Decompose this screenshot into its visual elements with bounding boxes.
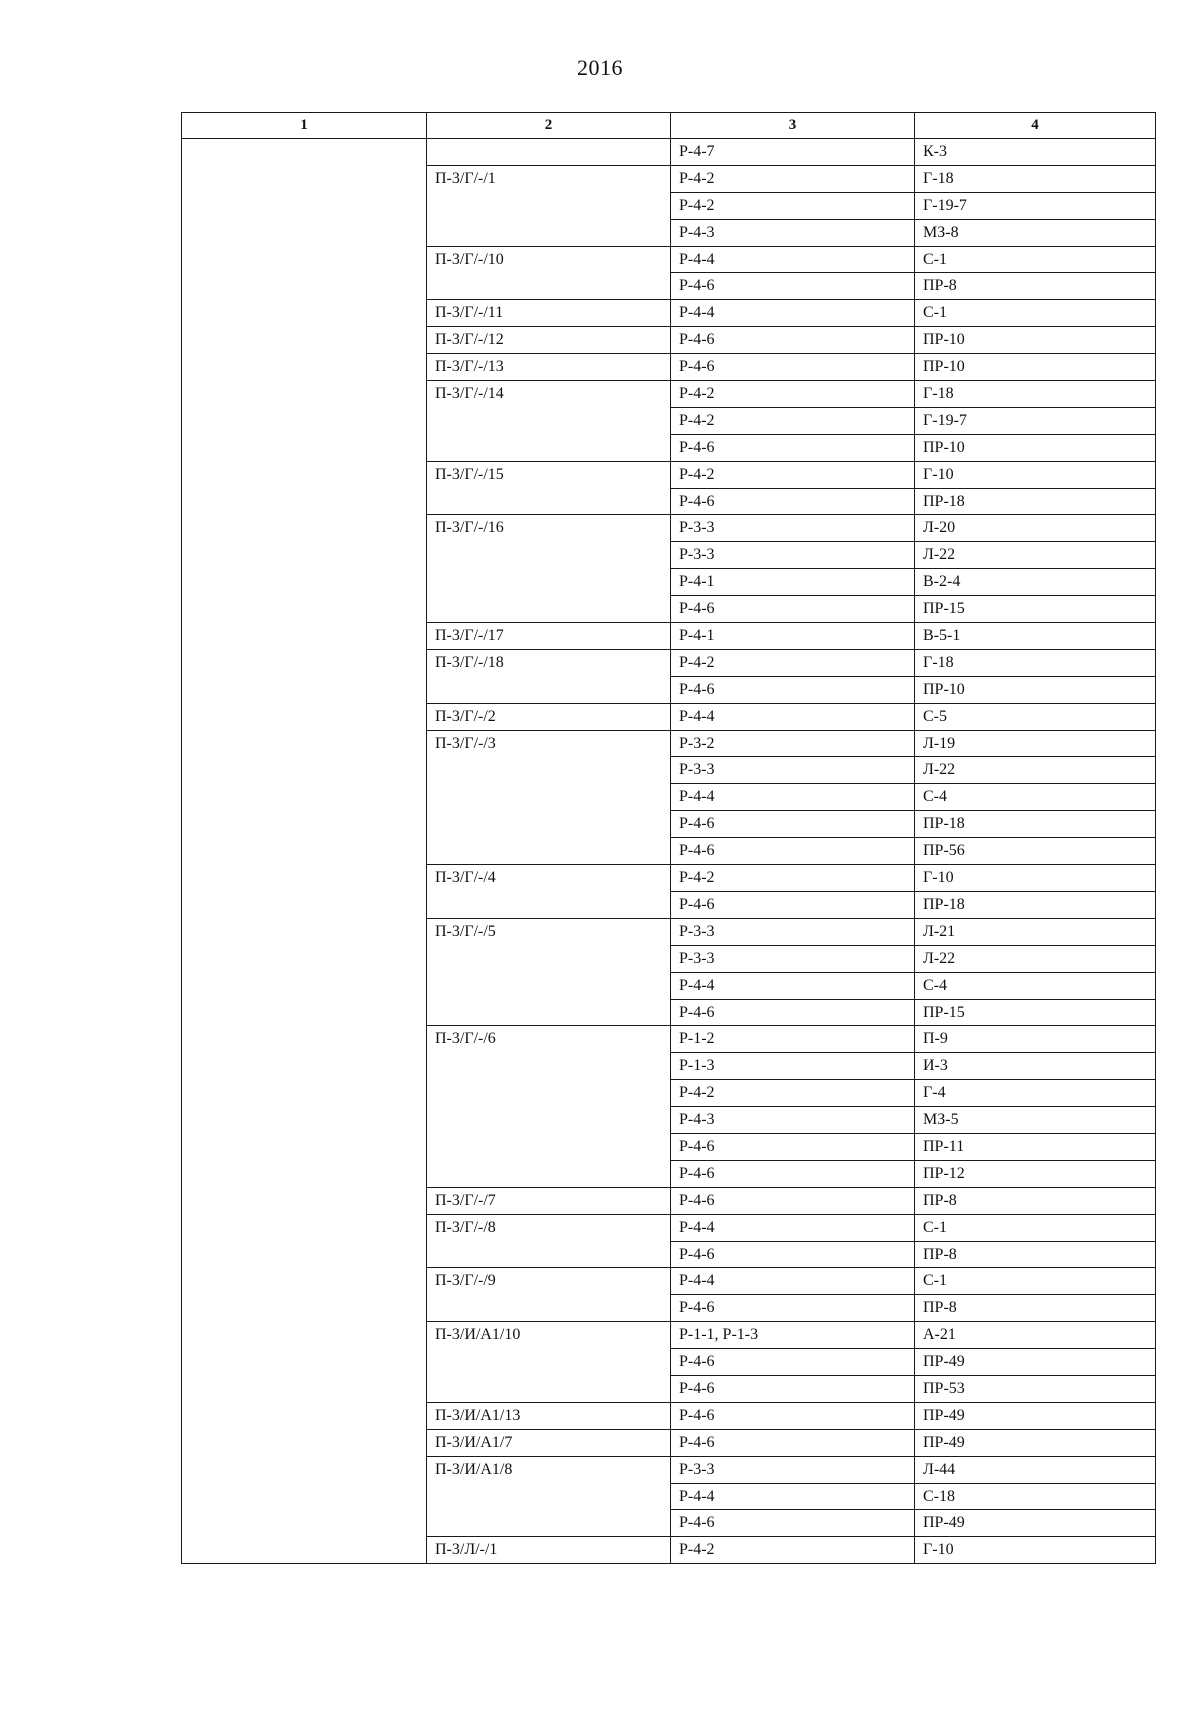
reference-cell: ПР-11 bbox=[915, 1133, 1156, 1160]
code-cell: П-3/Г/-/3 bbox=[427, 730, 671, 864]
code-cell: П-3/Г/-/16 bbox=[427, 515, 671, 623]
reference-cell: МЗ-8 bbox=[915, 219, 1156, 246]
reference-cell: Л-22 bbox=[915, 757, 1156, 784]
section-cell: Р-4-6 bbox=[671, 1375, 915, 1402]
column-header-1: 1 bbox=[182, 113, 427, 139]
section-cell: Р-1-2 bbox=[671, 1026, 915, 1053]
section-cell: Р-4-2 bbox=[671, 192, 915, 219]
section-cell: Р-3-2 bbox=[671, 730, 915, 757]
section-cell: Р-4-4 bbox=[671, 300, 915, 327]
section-cell: Р-4-2 bbox=[671, 461, 915, 488]
section-cell: Р-4-6 bbox=[671, 1133, 915, 1160]
reference-cell: ПР-8 bbox=[915, 1187, 1156, 1214]
section-cell: Р-4-6 bbox=[671, 596, 915, 623]
reference-cell: С-4 bbox=[915, 784, 1156, 811]
section-cell: Р-4-6 bbox=[671, 999, 915, 1026]
section-cell: Р-4-6 bbox=[671, 811, 915, 838]
section-cell: Р-4-2 bbox=[671, 407, 915, 434]
section-cell: Р-4-6 bbox=[671, 1160, 915, 1187]
section-cell: Р-4-2 bbox=[671, 165, 915, 192]
reference-cell: ПР-56 bbox=[915, 838, 1156, 865]
section-cell: Р-4-2 bbox=[671, 649, 915, 676]
section-cell: Р-3-3 bbox=[671, 542, 915, 569]
reference-cell: ПР-18 bbox=[915, 811, 1156, 838]
code-cell: П-3/И/А1/7 bbox=[427, 1429, 671, 1456]
section-cell: Р-4-6 bbox=[671, 1187, 915, 1214]
reference-cell: Г-19-7 bbox=[915, 407, 1156, 434]
column-header-3: 3 bbox=[671, 113, 915, 139]
code-cell: П-3/Г/-/7 bbox=[427, 1187, 671, 1214]
section-cell: Р-4-4 bbox=[671, 1268, 915, 1295]
reference-cell: ПР-10 bbox=[915, 354, 1156, 381]
column-header-2: 2 bbox=[427, 113, 671, 139]
code-cell: П-3/Г/-/10 bbox=[427, 246, 671, 300]
code-cell: П-3/И/А1/13 bbox=[427, 1402, 671, 1429]
code-cell: П-3/Г/-/13 bbox=[427, 354, 671, 381]
section-cell: Р-4-2 bbox=[671, 865, 915, 892]
section-cell: Р-4-4 bbox=[671, 972, 915, 999]
reference-cell: ПР-8 bbox=[915, 1295, 1156, 1322]
reference-cell: ПР-18 bbox=[915, 488, 1156, 515]
section-cell: Р-4-6 bbox=[671, 434, 915, 461]
reference-cell: К-3 bbox=[915, 139, 1156, 166]
section-cell: Р-4-1 bbox=[671, 623, 915, 650]
section-cell: Р-4-6 bbox=[671, 1429, 915, 1456]
reference-cell: Г-10 bbox=[915, 1537, 1156, 1564]
registry-body bbox=[182, 139, 1156, 1564]
reference-cell: ПР-49 bbox=[915, 1349, 1156, 1376]
reference-cell: Г-18 bbox=[915, 165, 1156, 192]
reference-cell: Г-10 bbox=[915, 461, 1156, 488]
section-cell: Р-4-6 bbox=[671, 273, 915, 300]
reference-cell: Г-4 bbox=[915, 1080, 1156, 1107]
reference-cell: Л-19 bbox=[915, 730, 1156, 757]
reference-cell: Л-44 bbox=[915, 1456, 1156, 1483]
code-cell: П-3/Г/-/15 bbox=[427, 461, 671, 515]
section-cell: Р-3-3 bbox=[671, 757, 915, 784]
reference-cell: Л-22 bbox=[915, 542, 1156, 569]
reference-cell: ПР-49 bbox=[915, 1429, 1156, 1456]
reference-cell: ПР-49 bbox=[915, 1402, 1156, 1429]
reference-cell: МЗ-5 bbox=[915, 1107, 1156, 1134]
reference-cell: Л-22 bbox=[915, 945, 1156, 972]
section-cell: Р-4-6 bbox=[671, 676, 915, 703]
section-cell: Р-4-4 bbox=[671, 1483, 915, 1510]
reference-cell: ПР-8 bbox=[915, 273, 1156, 300]
reference-cell: С-4 bbox=[915, 972, 1156, 999]
section-cell: Р-4-6 bbox=[671, 1241, 915, 1268]
section-cell: Р-4-6 bbox=[671, 891, 915, 918]
code-cell: П-3/Г/-/9 bbox=[427, 1268, 671, 1322]
reference-cell: С-1 bbox=[915, 1214, 1156, 1241]
code-cell: П-3/Г/-/5 bbox=[427, 918, 671, 1026]
table-row bbox=[182, 139, 1156, 166]
section-cell: Р-4-4 bbox=[671, 703, 915, 730]
section-cell: Р-1-1, Р-1-3 bbox=[671, 1322, 915, 1349]
reference-cell: ПР-49 bbox=[915, 1510, 1156, 1537]
reference-cell: Г-19-7 bbox=[915, 192, 1156, 219]
code-cell: П-3/И/А1/8 bbox=[427, 1456, 671, 1537]
section-cell: Р-1-3 bbox=[671, 1053, 915, 1080]
section-cell: Р-4-2 bbox=[671, 1537, 915, 1564]
reference-cell: ПР-8 bbox=[915, 1241, 1156, 1268]
code-cell: П-3/Л/-/1 bbox=[427, 1537, 671, 1564]
column-header-4: 4 bbox=[915, 113, 1156, 139]
code-cell: П-3/Г/-/6 bbox=[427, 1026, 671, 1187]
table-header-row bbox=[182, 113, 1156, 139]
reference-cell: ПР-15 bbox=[915, 596, 1156, 623]
section-cell: Р-4-4 bbox=[671, 784, 915, 811]
code-cell bbox=[427, 139, 671, 166]
code-cell: П-3/Г/-/14 bbox=[427, 381, 671, 462]
section-cell: Р-4-7 bbox=[671, 139, 915, 166]
code-cell: П-3/И/А1/10 bbox=[427, 1322, 671, 1403]
reference-cell: ПР-10 bbox=[915, 434, 1156, 461]
reference-cell: ПР-10 bbox=[915, 676, 1156, 703]
reference-cell: ПР-15 bbox=[915, 999, 1156, 1026]
section-cell: Р-4-6 bbox=[671, 1295, 915, 1322]
code-cell: П-3/Г/-/4 bbox=[427, 865, 671, 919]
section-cell: Р-4-2 bbox=[671, 381, 915, 408]
section-cell: Р-4-3 bbox=[671, 219, 915, 246]
code-cell: П-3/Г/-/12 bbox=[427, 327, 671, 354]
section-cell: Р-3-3 bbox=[671, 515, 915, 542]
reference-cell: ПР-10 bbox=[915, 327, 1156, 354]
reference-cell: Г-18 bbox=[915, 381, 1156, 408]
section-cell: Р-4-4 bbox=[671, 1214, 915, 1241]
reference-cell: Л-20 bbox=[915, 515, 1156, 542]
section-cell: Р-4-6 bbox=[671, 354, 915, 381]
section-cell: Р-3-3 bbox=[671, 918, 915, 945]
section-cell: Р-4-3 bbox=[671, 1107, 915, 1134]
registry-table bbox=[181, 112, 1156, 1564]
code-cell: П-3/Г/-/8 bbox=[427, 1214, 671, 1268]
code-cell: П-3/Г/-/1 bbox=[427, 165, 671, 246]
code-cell: П-3/Г/-/18 bbox=[427, 649, 671, 703]
section-cell: Р-4-6 bbox=[671, 1402, 915, 1429]
reference-cell: С-5 bbox=[915, 703, 1156, 730]
reference-cell: С-18 bbox=[915, 1483, 1156, 1510]
reference-cell: С-1 bbox=[915, 246, 1156, 273]
reference-cell: В-5-1 bbox=[915, 623, 1156, 650]
section-cell: Р-4-1 bbox=[671, 569, 915, 596]
section-cell: Р-4-6 bbox=[671, 838, 915, 865]
reference-cell: В-2-4 bbox=[915, 569, 1156, 596]
section-cell: Р-4-6 bbox=[671, 327, 915, 354]
section-cell: Р-3-3 bbox=[671, 1456, 915, 1483]
section-cell: Р-4-2 bbox=[671, 1080, 915, 1107]
section-cell: Р-3-3 bbox=[671, 945, 915, 972]
reference-cell: С-1 bbox=[915, 1268, 1156, 1295]
section-cell: Р-4-6 bbox=[671, 1510, 915, 1537]
section-cell: Р-4-6 bbox=[671, 1349, 915, 1376]
reference-cell: ПР-12 bbox=[915, 1160, 1156, 1187]
reference-cell: Г-10 bbox=[915, 865, 1156, 892]
reference-cell: Г-18 bbox=[915, 649, 1156, 676]
section-cell: Р-4-4 bbox=[671, 246, 915, 273]
column-1-cell bbox=[182, 139, 427, 1564]
page-number: 2016 bbox=[577, 55, 623, 80]
code-cell: П-3/Г/-/2 bbox=[427, 703, 671, 730]
reference-cell: И-3 bbox=[915, 1053, 1156, 1080]
reference-cell: С-1 bbox=[915, 300, 1156, 327]
code-cell: П-3/Г/-/17 bbox=[427, 623, 671, 650]
reference-cell: А-21 bbox=[915, 1322, 1156, 1349]
reference-cell: Л-21 bbox=[915, 918, 1156, 945]
section-cell: Р-4-6 bbox=[671, 488, 915, 515]
reference-cell: ПР-53 bbox=[915, 1375, 1156, 1402]
reference-cell: П-9 bbox=[915, 1026, 1156, 1053]
reference-cell: ПР-18 bbox=[915, 891, 1156, 918]
code-cell: П-3/Г/-/11 bbox=[427, 300, 671, 327]
